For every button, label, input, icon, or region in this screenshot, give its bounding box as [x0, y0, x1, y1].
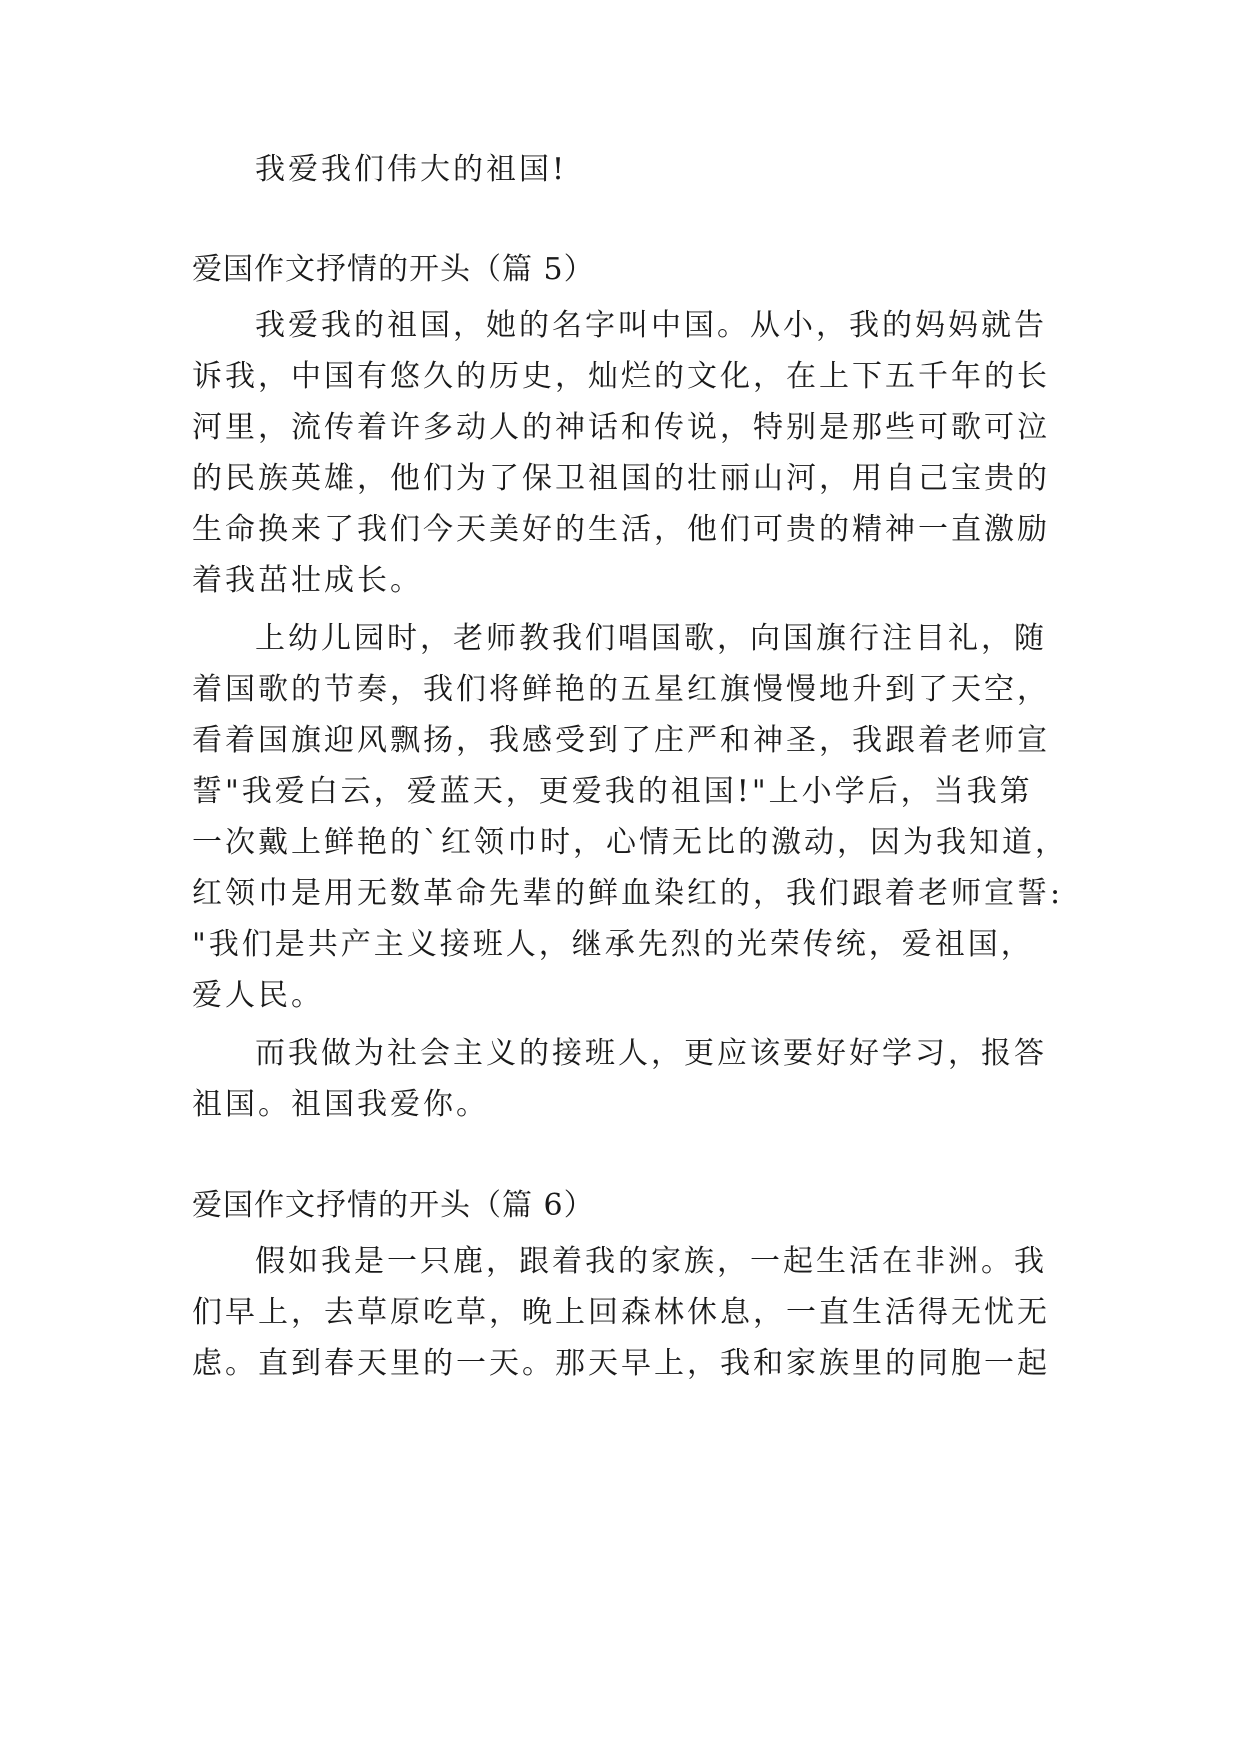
paragraph-line: 誓"我爱白云，爱蓝天，更爱我的祖国!"上小学后，当我第 [192, 774, 1033, 809]
paragraph-line: 上幼儿园时，老师教我们唱国歌，向国旗行注目礼，随 [255, 621, 1047, 656]
paragraph-line: 的民族英雄，他们为了保卫祖国的壮丽山河，用自己宝贵的 [192, 461, 1050, 496]
section-5-heading: 爱国作文抒情的开头（篇 5） [192, 252, 595, 287]
paragraph-line: 我爱我的祖国，她的名字叫中国。从小，我的妈妈就告 [255, 308, 1047, 343]
paragraph-line: 虑。直到春天里的一天。那天早上，我和家族里的同胞一起 [192, 1346, 1050, 1381]
paragraph-line: "我们是共产主义接班人，继承先烈的光荣传统，爱祖国， [192, 927, 1034, 962]
paragraph-line: 而我做为社会主义的接班人，更应该要好好学习，报答 [255, 1036, 1047, 1071]
paragraph-line: 河里，流传着许多动人的神话和传说，特别是那些可歌可泣 [192, 410, 1050, 445]
paragraph-line: 红领巾是用无数革命先辈的鲜血染红的，我们跟着老师宣誓: [192, 876, 1064, 911]
closing-line: 我爱我们伟大的祖国! [255, 152, 568, 187]
paragraph-line: 诉我，中国有悠久的历史，灿烂的文化，在上下五千年的长 [192, 359, 1050, 394]
paragraph-line: 着国歌的节奏，我们将鲜艳的五星红旗慢慢地升到了天空， [192, 672, 1050, 707]
paragraph-line: 假如我是一只鹿，跟着我的家族，一起生活在非洲。我 [255, 1244, 1047, 1279]
paragraph-line: 生命换来了我们今天美好的生活，他们可贵的精神一直激励 [192, 512, 1050, 547]
paragraph-line: 祖国。祖国我爱你。 [192, 1087, 489, 1122]
paragraph-line: 看着国旗迎风飘扬，我感受到了庄严和神圣，我跟着老师宣 [192, 723, 1050, 758]
section-6-heading: 爱国作文抒情的开头（篇 6） [192, 1188, 595, 1223]
paragraph-line: 们早上，去草原吃草，晚上回森林休息，一直生活得无忧无 [192, 1295, 1050, 1330]
paragraph-line: 爱人民。 [192, 978, 324, 1013]
paragraph-line: 一次戴上鲜艳的`红领巾时，心情无比的激动，因为我知道， [192, 825, 1068, 860]
paragraph-line: 着我茁壮成长。 [192, 563, 423, 598]
